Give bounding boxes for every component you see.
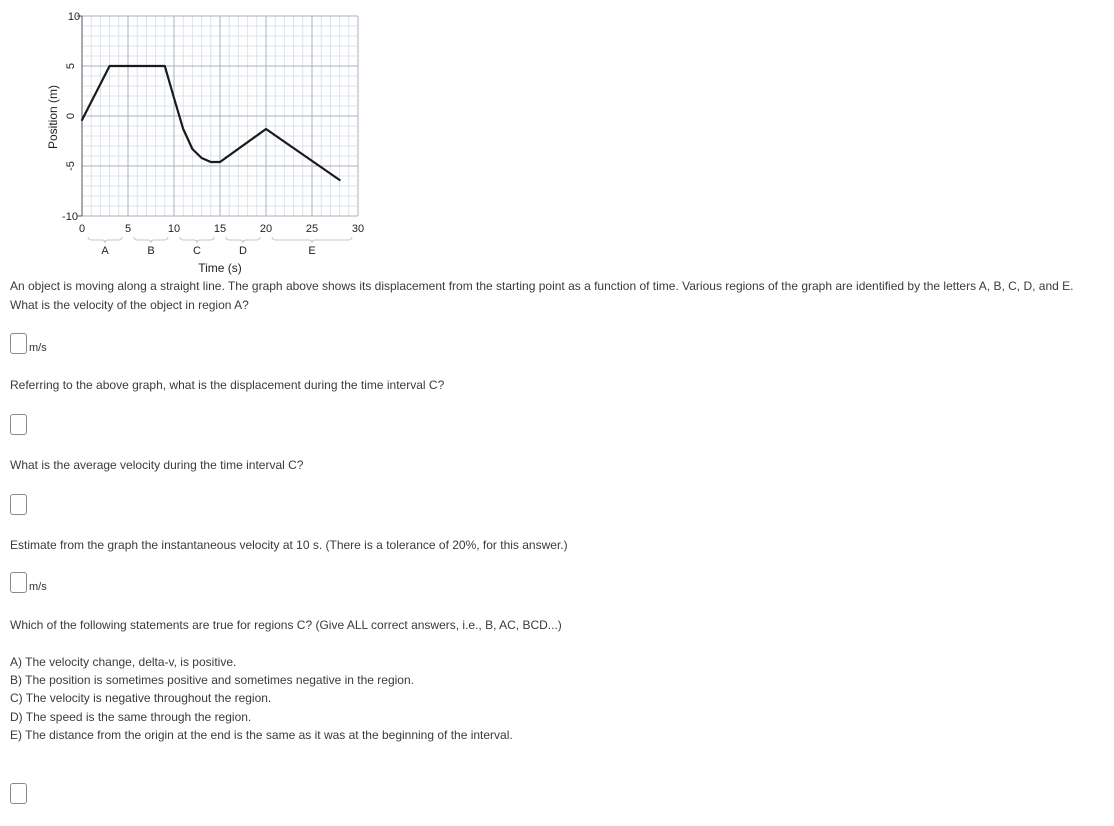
question-4-text: Estimate from the graph the instantaneous velocity at 10 s. (There is a tolerance of 20%, for this answer.) [10, 538, 568, 552]
answer-4-input[interactable] [10, 572, 27, 593]
answer-1-row [10, 333, 47, 354]
option-e: E) The distance from the origin at the end is the same as it was at the beginning of the interval. [10, 728, 513, 742]
x-tick-label: 10 [167, 223, 181, 235]
answer-1-input[interactable] [10, 333, 27, 354]
answer-5-input[interactable] [10, 783, 27, 804]
region-label: A [101, 245, 109, 257]
x-tick-label: 20 [259, 223, 273, 235]
option-a: A) The velocity change, delta-v, is positive. [10, 655, 237, 669]
region-label: D [239, 245, 247, 257]
y-tick-label: 10 [67, 11, 81, 23]
option-d: D) The speed is the same through the region. [10, 710, 252, 724]
x-tick-label: 5 [124, 223, 132, 235]
answer-1-unit: m/s [29, 342, 47, 354]
region-label: B [147, 245, 155, 257]
x-tick-label: 15 [213, 223, 227, 235]
question-2-text: Referring to the above graph, what is the displacement during the time interval C? [10, 378, 445, 392]
question-intro: An object is moving along a straight line. The graph above shows its displacement from the starting point as a function of time. Various regions of the graph are identified by the letters A, B, C, D, and E. [10, 279, 1074, 293]
y-axis-label: Position (m) [46, 84, 60, 150]
option-c: C) The velocity is negative throughout the region. [10, 691, 272, 705]
answer-4-row [10, 572, 47, 593]
y-tick-label: -10 [62, 211, 78, 223]
region-label: E [308, 245, 316, 257]
x-axis-label: Time (s) [198, 261, 242, 275]
option-b: B) The position is sometimes positive and sometimes negative in the region. [10, 673, 414, 687]
y-tick-label: 5 [65, 62, 77, 70]
answer-5-row [10, 783, 27, 804]
answer-3-row [10, 494, 27, 515]
position-time-graph [10, 6, 372, 278]
y-tick-label: 0 [65, 112, 77, 120]
x-tick-label: 25 [305, 223, 319, 235]
answer-4-unit: m/s [29, 581, 47, 593]
region-label: C [193, 245, 201, 257]
y-tick-label: -5 [65, 161, 77, 171]
question-5-text: Which of the following statements are true for regions C? (Give ALL correct answers, i.e., B, AC, BCD...) [10, 618, 562, 632]
answer-3-input[interactable] [10, 494, 27, 515]
x-tick-label: 0 [78, 223, 86, 235]
x-tick-label: 30 [351, 223, 365, 235]
question-3-text: What is the average velocity during the time interval C? [10, 458, 304, 472]
question-1-text: What is the velocity of the object in region A? [10, 298, 249, 312]
answer-2-row [10, 414, 27, 435]
answer-2-input[interactable] [10, 414, 27, 435]
